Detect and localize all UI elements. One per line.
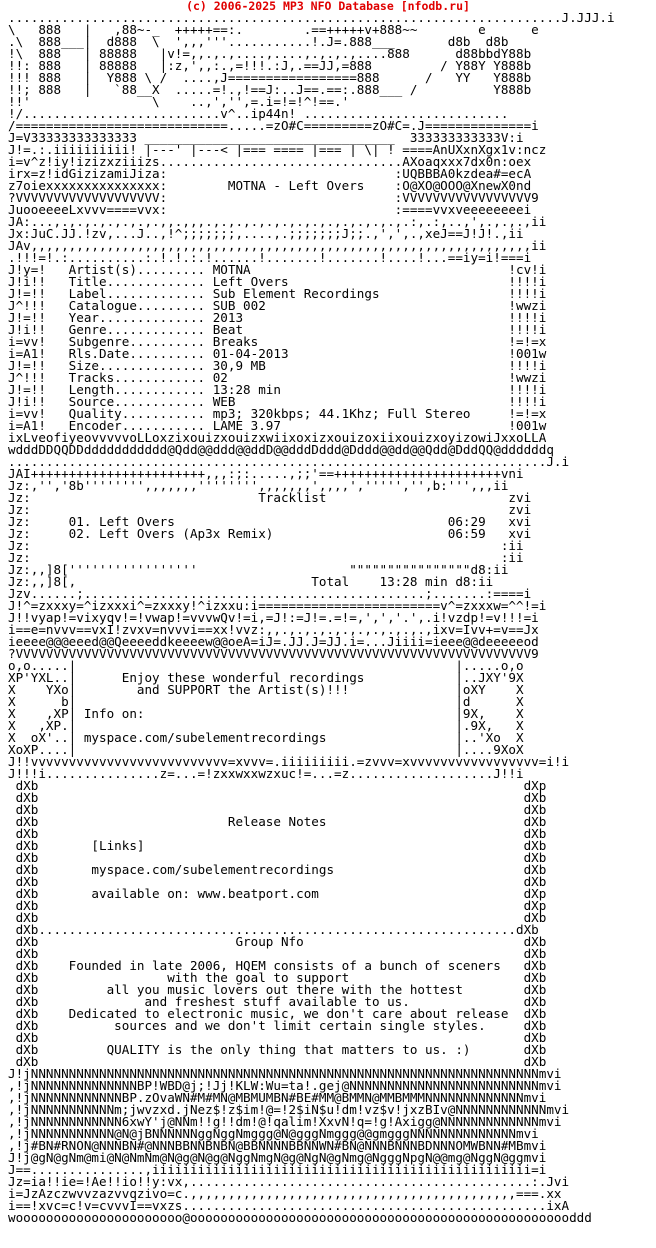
nfo-ascii-text: .........................................................................J.JJJ.i \ 888 | ,88~-_ +++++==:. .==+++++v+888~~ e e .\ 888___| d888 \ ',,,'''...........!.J=.888___ d8b d8b !\ 888 | 88888 |v!=,,.,.,....,....,.,.,.,....888 d88bbdY88b !!: 888 | 88888 |:z,',,:.,=!!!.:J,.==JJ,=888 / Y88Y Y888b !!! 888 | Y888 \ / ....,J=================888 / YY Y888b !!; 888 | `88__X .....=!.,!==J:..J==.==:.888___ / Y888b !!' \ ..,','',=.i=!=!^!==.' !/..........................v^..ip44n! ........................... /============================.....=zO#C=========zO#C=.J==============i J=V33333333333333 _________________________________ 333333333333V:i J!=.:.iiiiiiiiii! |---' |---< |=== ==== |=== | \| ! ====AnUXxnXgx1v:ncz i=v^z!iy!izizxziiizs................................AXoaqxxx7dx0n:oex irx=z!idGizizamiJiza: :UQBBBA0kzdea#=ecA z7oiexxxxxxxxxxxxxxx: MOTNA - Left Overs :O@XO@OOO@XnewX0nd ?VVVVVVVVVVVVVVVVVVV: :VVVVVVVVVVVVVVVVV9 JuooeeeeLxvvv====vvx: :====vvxveeeeeeeei JA:...,.,.,.,.,.,.,.,,.,,,.,.,.,.,.,.,.,.,.,.,.,.,.,.:,.:,..,',.,.,.,ii Jx:JuC.JJ.!zv,...J..,!^;;;;;;;,....,.;;;;;;;J;;.,',',.,xeJ==J!J!.,ii JAv,,,,,,,,,,,,,,,,,,,,,,,,,,,,,,,,,,,,,,,,,,,,,,,,,,,,,,,,,,,,,,,,,,ii .!!!=!.:..........:.!.!.:.!......!.......!.......!....!...==iy=i!===i J!y=! Artist(s)......... MOTNA !cv!i J!i!! Title............. Left Overs !!!!i J!=!! Label............. Sub Element Recordings !!!!i J^!!! Catalogue......... SUB 002 !wwzi J!=!! Year.............. 2013 !!!!i J!i!! Genre............. Beat !!!!i i=vv! Subgenre.......... Breaks !=!=x i=A1! Rls.Date.......... 01-04-2013 !001w J!=!! Size.............. 30,9 MB !!!!i J^!!! Tracks............ 02 !wwzi J!=!! Length............ 13:28 min !!!!i J!i!! Source............ WEB !!!!i i=vv! Quality........... mp3; 320kbps; 44.1Khz; Full Stereo !=!=x i=A1! Encoder........... LAME 3.97 !001w ixLveofiyeovvvvvoLLoxzixouizxouizxwiixoxizxouizoxiixouizxoyizowiJxxoLLA wdddDDQQDDddddddddddd@Qdd@@ddd@@ddD@@dddDddd@Dddd@@dd@@Qdd@DddQQ@ddddddq .......................................................................J.i JAI+++++++++++++++++++++++,,,:;:.....,;;'==++++++++++++++++++++++vni Jz:,'','8b'''''''',,,,,,,'''''''',,,,,,,',,,,',''''','',b:''',,,ii Jz: Tracklist zvi Jz: zvi Jz: 01. Left Overs 06:29 xvi Jz: 02. Left Overs (Ap3x Remix) 06:59 xvi Jz: :ii Jz: :ii Jz:,,]8[''''''''''''''''' """"""""""""""""d8:ii Jz:,,]8[, Total 13:28 min d8:ii Jzv......;.............................................;.......:====i J!^=zxxxy=^izxxxi^=zxxxy!^izxxu:i========================v^=zxxxw=^^!=i J!!vyap!=vixyqv!=!vwap!=vvvwQv!=i,=J!:=J!=.=!=,',','.',.i!vzdp!=v!!!=i i==e=nvvv==vxI!zvxv=nvvvi==xx!vvz:,,.,.,.,.,.,.,.,.,.,.,ixv=Ivv+=v==Jx ieeee@@@eeed@@Qeeeeddkeeeew@@oeA=iJ=.JJ.J=JJ.i=...Jiiii=ieee@@deeeeeod ?VVVVVVVVVVVVVVVVVVVVVVVVVVVVVVVVVVVVVVVVVVVVVVVVVVVVVVVVVVVVVVVVVVVV9 o,o.....| |.....o,o XP'YXL..| Enjoy these wonderful recordings |..JXY'9X X YXo| and SUPPORT the Artist(s)!!! |oXY X X b| |d X X ,XP| Info on: |9X, X X ,XP.| |.9X, X X oX'..| myspace.com/subelementrecordings |..'Xo X XoXP....| |....9XoX J!!vvvvvvvvvvvvvvvvvvvvvvvvvv=xvvv=.iiiiiiiii.=zvvv=xvvvvvvvvvvvvvvvvv=i!i J!!!i...............z=...=!zxxwxxwzxuc!=...=z...................J!!i dXb dXp dXb dXb dXb dXb dXb Release Notes dXb dXb dXb dXb [Links] dXb dXb dXb dXb myspace.com/subelementrecordings dXb dXb dXb dXb available on: www.beatport.com dXp dXb dXp dXb dXb dXb...............................................................dXb dXb Group Nfo dXb dXb dXb dXb Founded in late 2006, HQEM consists of a bunch of sceners dXb dXb with the goal to support dXb dXb all you music lovers out there with the hottest dXb dXb and freshest stuff available to us. dXb dXb Dedicated to electronic music, we don't care about release dXb dXb sources and we don't limit certain single styles. dXb dXb dXb dXb QUALITY is the only thing that matters to us. :) dXb dXb dXb J!jNNNNNNNNNNNNNNNNNNNNNNNNNNNNNNNNNNNNNNNNNNNNNNNNNNNNNNNNNNNNNNNNNNNmvi ,!jNNNNNNNNNNNNNNBP!WBD@j;!Jj!KLW:Wu=ta!.gej@NNNNNNNNNNNNNNNNNNNNNNNNNmvi ,!jNNNNNNNNNNNNBP.zOvaWN#M#MN@MBMUMBN#BE#MM@BMMN@MMBMMMNNNNNNNNNNNNNmvi ,!jNNNNNNNNNNNm;jwvzxd.jNez$!z$im!@=!2$iN$u!dm!vz$v!jxzBIv@NNNNNNNNNNNNmvi ,!jNNNNNNNNNNNN6xwY'j@NNm!!g!!dm!@!qalim!XxvN!q=!g!Axigg@NNNNNNNNNNNNNmvi ,!jNNNNNNNNNNN@N@jBNNNNNNggNggNmggg@N@gggNmggg@@gmgggNNNNNNNNNNNNNNmvi ,!j#BN#RNON@NNNBN#@NNNBBNNBNBN@BBNNNNBBNNWN#BN@NNNBNNNBDNNNOMWBNN#MBmvi J!j@gN@gNm@mi@N@NmNm@N@g@N@g@NggNmgN@g@NgN@gNmg@NgggNpgN@@mg@NggN@ggmvi J==...............,iiiiiiiiiiiiiiiiiiiiiiiiiiiiiiiiiiiiiiiiiiiiiiiiii=i Jz=ia!!ie=!Ae!!io!!y:vx,.............................................:.Jvi i=JzAzczwvvzazvvqzivo=c.,,,,,,,,,,,,,,,,,,,,,,,,,,,,,,,,,,,,,,,,,,,===.xx i==!xvc=c!v=cvvvI==vxzs................................................ixA woooooooooooooooooooooo@ooooooooooooooooooooooooooooooooooooooooooooooooooddd [8,12,615,1224]
site-header: (c) 2006-2025 MP3 NFO Database [nfodb.ru] [186,0,470,13]
